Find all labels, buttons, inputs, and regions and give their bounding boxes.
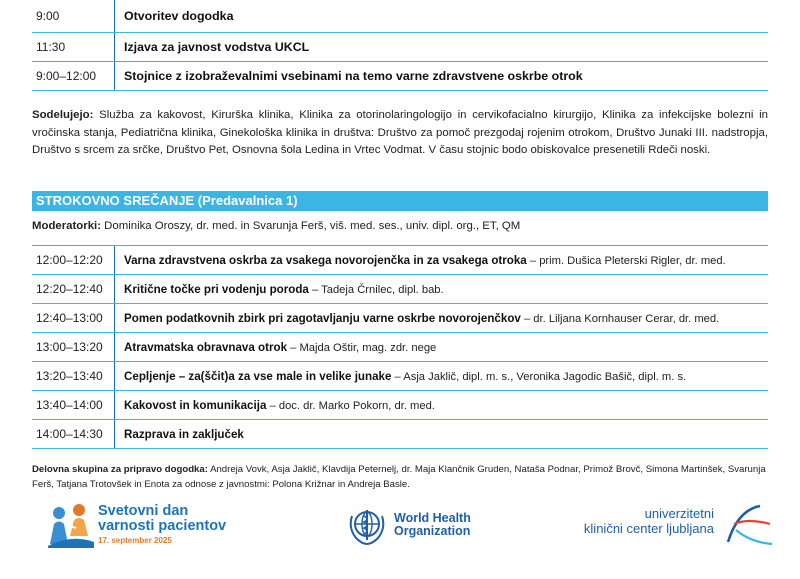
who-line2: Organization <box>394 524 471 538</box>
row-time: 9:00 <box>36 9 60 23</box>
ukcl-emblem-icon <box>720 502 776 548</box>
row-speaker: – doc. dr. Marko Pokorn, dr. med. <box>266 399 435 412</box>
schedule-row <box>32 391 768 420</box>
row-title: Kakovost in komunikacija <box>124 398 267 412</box>
row-divider <box>114 391 115 419</box>
row-speaker: – Majda Oštir, mag. zdr. nege <box>287 341 437 354</box>
row-text <box>114 428 244 441</box>
row-divider <box>114 275 115 303</box>
row-title: Varna zdravstvena oskrba za vsakega novorojenčka in za vsakega otroka <box>124 253 527 267</box>
schedule-row <box>32 420 768 449</box>
who-line1: World Health <box>394 511 471 525</box>
row-time: 12:40–13:00 <box>36 311 103 325</box>
row-divider <box>114 246 115 274</box>
row-speaker: – Asja Jaklič, dipl. m. s., Veronika Jagodic Bašič, dipl. m. s. <box>391 370 687 383</box>
row-divider <box>114 304 115 332</box>
ukcl-line2: klinični center ljubljana <box>583 521 714 536</box>
row-title: Cepljenje – za(ščit)a za vse male in velike junake <box>124 369 392 383</box>
row-text <box>114 254 726 267</box>
row-text <box>114 40 309 54</box>
row-divider <box>114 33 115 61</box>
row-divider <box>114 0 115 32</box>
sdvp-line1: Svetovni dan <box>98 503 189 519</box>
sdvp-line2: varnosti pacientov <box>98 518 227 534</box>
working-group-text: Andreja Vovk, Asja Jaklič, Klavdija Peternelj, dr. Maja Klančnik Gruden, Nataša Podnar, Primož Brovč, Simona Martinšek, Svarunja Ferš, Tatjana Trotovšek in Enota za odnose z javnostmi: Polona Križnar in Andreja Basle. <box>32 464 766 490</box>
row-divider <box>114 333 115 361</box>
row-title: Kritične točke pri vodenju poroda <box>124 282 309 296</box>
row-time: 13:20–13:40 <box>36 369 103 383</box>
schedule-row <box>32 333 768 362</box>
schedule-row <box>32 33 768 62</box>
participants-text: Služba za kakovost, Kirurška klinika, Klinika za otorinolaringologijo in cervikofacialno kirurgijo, Klinika za infekcijske bolezni in vročinska stanja, Pediatrična klinika, Ginekološka klinika in društva: Društvo za pomoč prezgodaj rojenim otrokom, Društvo Junaki III. nadstropja, Društvo s srcem za srčke, Društvo Pet, Osnovna šola Ledina in Vrtec Vodmat. V času stojnic bodo obiskovalce presenetili Rdeči noski. <box>32 109 768 157</box>
row-title: Izjava za javnost vodstva UKCL <box>124 40 310 54</box>
row-title: Otvoritev dogodka <box>124 9 234 23</box>
row-divider <box>114 420 115 448</box>
moderators-line <box>32 220 520 232</box>
row-title: Stojnice z izobraževalnimi vsebinami na temo varne zdravstvene oskrbe otrok <box>124 69 583 83</box>
row-time: 13:40–14:00 <box>36 398 103 412</box>
row-title: Atravmatska obravnava otrok <box>124 340 288 354</box>
row-text <box>114 283 444 296</box>
row-speaker: – dr. Liljana Kornhauser Cerar, dr. med. <box>520 312 720 325</box>
ukcl-name <box>584 506 714 536</box>
schedule-row <box>32 275 768 304</box>
schedule-row <box>32 62 768 91</box>
schedule-main <box>32 245 768 449</box>
row-divider <box>114 62 115 90</box>
participants-label: Sodelujejo: <box>32 109 94 121</box>
working-group-label: Delovna skupina za pripravo dogodka: <box>32 464 208 475</box>
row-time: 13:00–13:20 <box>36 340 103 354</box>
schedule-top <box>32 0 768 91</box>
logo-strip <box>0 500 800 560</box>
working-group-note <box>32 463 768 493</box>
patient-safety-icon <box>46 504 96 550</box>
ukcl-logo <box>570 502 780 550</box>
schedule-row <box>32 0 768 33</box>
row-divider <box>114 362 115 390</box>
patient-safety-day-date: 17. september 2025 <box>98 536 172 545</box>
participants-paragraph <box>32 107 768 160</box>
row-text <box>114 341 436 354</box>
row-time: 12:00–12:20 <box>36 253 103 267</box>
section-title: STROKOVNO SREČANJE (Predavalnica 1) <box>32 191 768 211</box>
row-speaker: – Tadeja Črnilec, dipl. bab. <box>308 283 444 296</box>
who-name <box>394 512 471 538</box>
row-title: Razprava in zaključek <box>124 427 244 441</box>
row-time: 9:00–12:00 <box>36 69 97 83</box>
moderators-text: Dominika Oroszy, dr. med. in Svarunja Ferš, viš. med. ses., univ. dipl. org., ET, QM <box>104 220 521 232</box>
schedule-row <box>32 362 768 391</box>
row-time: 11:30 <box>36 40 66 54</box>
row-time: 14:00–14:30 <box>36 427 103 441</box>
row-text <box>114 370 686 383</box>
patient-safety-day-logo <box>46 502 246 552</box>
row-title: Pomen podatkovnih zbirk pri zagotavljanju varne oskrbe novorojenčkov <box>124 311 521 325</box>
who-emblem-icon <box>346 506 388 546</box>
patient-safety-day-title <box>98 504 226 534</box>
schedule-row <box>32 304 768 333</box>
schedule-row <box>32 246 768 275</box>
row-text <box>114 399 435 412</box>
who-logo <box>346 504 476 548</box>
row-text <box>114 69 583 83</box>
row-time: 12:20–12:40 <box>36 282 103 296</box>
moderators-label: Moderatorki: <box>32 220 101 232</box>
row-text <box>114 312 719 325</box>
row-text <box>114 9 233 23</box>
ukcl-line1: univerzitetni <box>644 506 714 521</box>
row-speaker: – prim. Dušica Pleterski Rigler, dr. med. <box>526 254 726 267</box>
